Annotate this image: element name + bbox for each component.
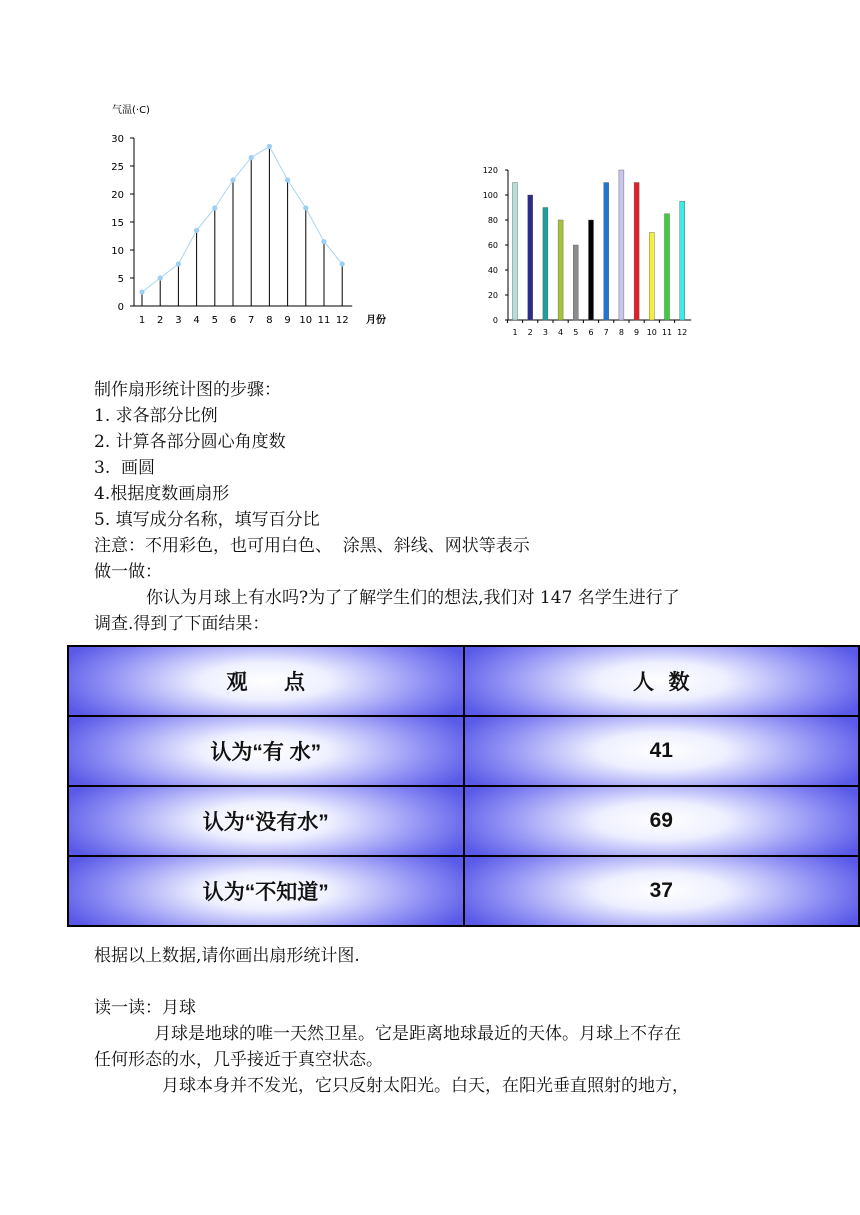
x-tick-label: 3 (542, 328, 548, 337)
monthly-bar-chart (470, 158, 710, 348)
y-tick-label: 20 (111, 190, 124, 201)
data-point (285, 177, 290, 182)
opinion-cell: 认为“有 水” (68, 716, 464, 786)
y-tick-label: 30 (111, 134, 124, 145)
y-tick-label: 0 (492, 316, 498, 325)
x-tick-label: 8 (618, 328, 624, 337)
data-point (212, 205, 217, 210)
exercise-title: 做一做： (94, 562, 162, 582)
bar (573, 245, 578, 320)
reading-paragraph: 月球是地球的唯一天然卫星。它是距离地球最近的天体。月球上不存在 (154, 1024, 681, 1044)
x-tick-label: 7 (248, 315, 255, 326)
header-opinion: 观 点 (68, 646, 464, 716)
y-tick-label: 80 (487, 216, 498, 225)
bar (619, 170, 624, 320)
y-tick-label: 100 (482, 191, 498, 200)
step-item: 3. 画圆 (94, 458, 156, 478)
data-point (194, 228, 199, 233)
bar (634, 183, 639, 321)
bar (543, 208, 548, 321)
y-tick-label: 15 (111, 218, 124, 229)
opinion-cell: 认为“不知道” (68, 856, 464, 926)
y-axis-label: 气温(·C) (112, 105, 150, 116)
x-tick-label: 12 (677, 328, 688, 337)
data-point (267, 144, 272, 149)
bar (528, 195, 533, 320)
x-tick-label: 10 (646, 328, 657, 337)
x-tick-label: 1 (138, 315, 146, 326)
bar (589, 220, 594, 320)
x-tick-label: 12 (335, 315, 349, 326)
x-tick-label: 9 (284, 315, 291, 326)
y-tick-label: 60 (487, 241, 498, 250)
series-line (142, 146, 342, 292)
x-tick-label: 8 (266, 315, 273, 326)
x-tick-label: 3 (175, 315, 182, 326)
instruction-text: 根据以上数据,请你画出扇形统计图. (94, 946, 360, 966)
x-tick-label: 7 (603, 328, 609, 337)
x-tick-label: 4 (193, 315, 200, 326)
opinion-cell: 认为“没有水” (68, 786, 464, 856)
data-point (139, 289, 144, 294)
exercise-text-line: 调查.得到了下面结果： (94, 614, 270, 634)
x-tick-label: 2 (157, 315, 164, 326)
table-row (68, 786, 859, 856)
header-count: 人 数 (464, 646, 860, 716)
exercise-text-line: 你认为月球上有水吗?为了了解学生们的想法,我们对 147 名学生进行了 (146, 588, 680, 608)
x-tick-label: 5 (573, 328, 579, 337)
x-tick-label: 1 (512, 328, 518, 337)
x-tick-label: 9 (634, 328, 640, 337)
count-cell: 69 (464, 786, 860, 856)
data-point (340, 261, 345, 266)
step-item: 1. 求各部分比例 (94, 406, 218, 426)
step-item: 4.根据度数画扇形 (94, 484, 230, 504)
temperature-line-chart (100, 96, 420, 336)
steps-title: 制作扇形统计图的步骤： (94, 380, 281, 400)
data-point (303, 205, 308, 210)
data-point (176, 261, 181, 266)
count-cell: 37 (464, 856, 860, 926)
bar (665, 214, 670, 320)
survey-results-table (67, 645, 860, 927)
data-point (230, 177, 235, 182)
x-tick-label: 10 (299, 315, 313, 326)
bar (604, 183, 609, 321)
step-item: 2. 计算各部分圆心角度数 (94, 432, 286, 452)
reading-paragraph: 月球本身并不发光，它只反射太阳光。白天，在阳光垂直照射的地方， (162, 1076, 689, 1096)
bar (558, 220, 563, 320)
bar (513, 183, 518, 321)
bar (649, 233, 654, 321)
count-cell: 41 (464, 716, 860, 786)
x-tick-label: 11 (661, 328, 673, 337)
y-tick-label: 25 (111, 162, 124, 173)
data-point (158, 275, 163, 280)
reading-paragraph: 任何形态的水，几乎接近于真空状态。 (94, 1050, 383, 1070)
x-tick-label: 4 (558, 328, 564, 337)
step-item: 5. 填写成分名称，填写百分比 (94, 510, 320, 530)
x-tick-label: 6 (588, 328, 594, 337)
x-tick-label: 2 (527, 328, 533, 337)
steps-note: 注意：不用彩色，也可用白色、 涂黑、斜线、网状等表示 (94, 536, 530, 556)
x-tick-label: 6 (229, 315, 237, 326)
reading-title: 读一读：月球 (94, 998, 196, 1018)
x-tick-label: 5 (211, 315, 218, 326)
y-tick-label: 40 (487, 266, 498, 275)
y-tick-label: 20 (487, 291, 498, 300)
table-header-row (68, 646, 859, 716)
bar (680, 201, 685, 320)
x-axis-label: 月份 (366, 315, 386, 326)
table-row (68, 856, 859, 926)
data-point (321, 239, 326, 244)
y-tick-label: 5 (117, 274, 124, 285)
x-tick-label: 11 (317, 315, 331, 326)
y-tick-label: 120 (482, 166, 498, 175)
table-row (68, 716, 859, 786)
y-tick-label: 0 (117, 302, 124, 313)
y-tick-label: 10 (111, 246, 124, 257)
data-point (249, 155, 254, 160)
